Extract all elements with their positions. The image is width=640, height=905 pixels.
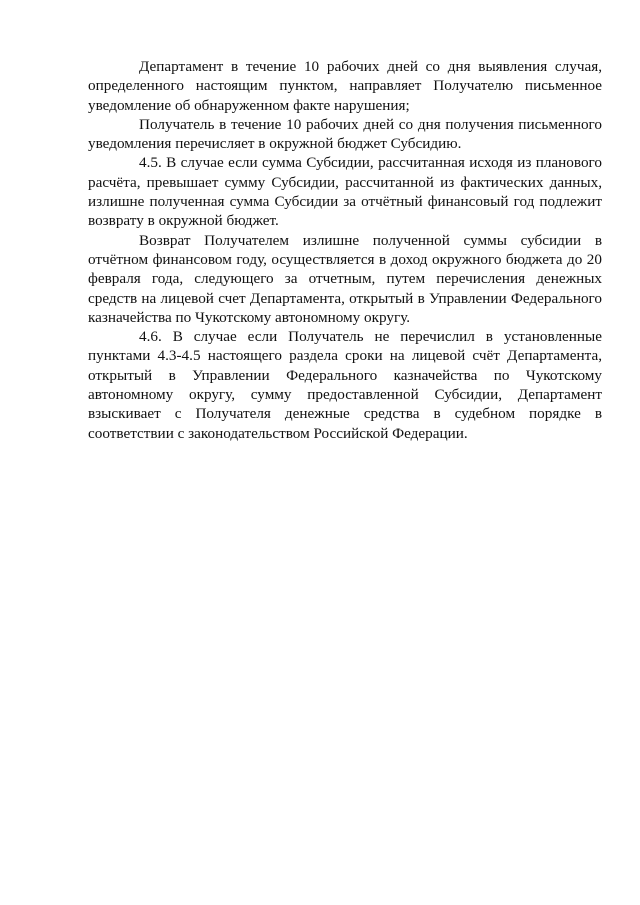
- paragraph-notification: Департамент в течение 10 рабочих дней со дня выявления случая, определенного настоящим пунктом, направляет Получателю письменное уведомление об обнаруженном факте нарушения;: [88, 58, 602, 114]
- paragraph-4-6: 4.6. В случае если Получатель не перечислил в установленные пунктами 4.3-4.5 настоящего раздела сроки на лицевой счёт Департамента, открытый в Управлении Федерального казначейства по Чукотскому автономному округу, сумму предоставленной Субсидии, Департамент взыскивает с Получателя денежные средства в судебном порядке в соответствии с законодательством Российской Федерации.: [88, 328, 602, 442]
- paragraph-refund: Возврат Получателем излишне полученной суммы субсидии в отчётном финансовом году, осуществляется в доход окружного бюджета до 20 февраля года, следующего за отчетным, путем перечисления денежных средств на лицевой счет Департамента, открытый в Управлении Федерального казначейства по Чукотскому автономному округу.: [88, 231, 602, 326]
- document-body: [88, 57, 602, 443]
- paragraph-4-5: 4.5. В случае если сумма Субсидии, рассчитанная исходя из планового расчёта, превышает сумму Субсидии, рассчитанной из фактических данных, излишне полученная сумма Субсидии за отчётный финансовый год подлежит возврату в окружной бюджет.: [88, 154, 602, 230]
- paragraph-recipient-transfer: Получатель в течение 10 рабочих дней со дня получения письменного уведомления перечисляет в окружной бюджет Субсидию.: [88, 115, 602, 153]
